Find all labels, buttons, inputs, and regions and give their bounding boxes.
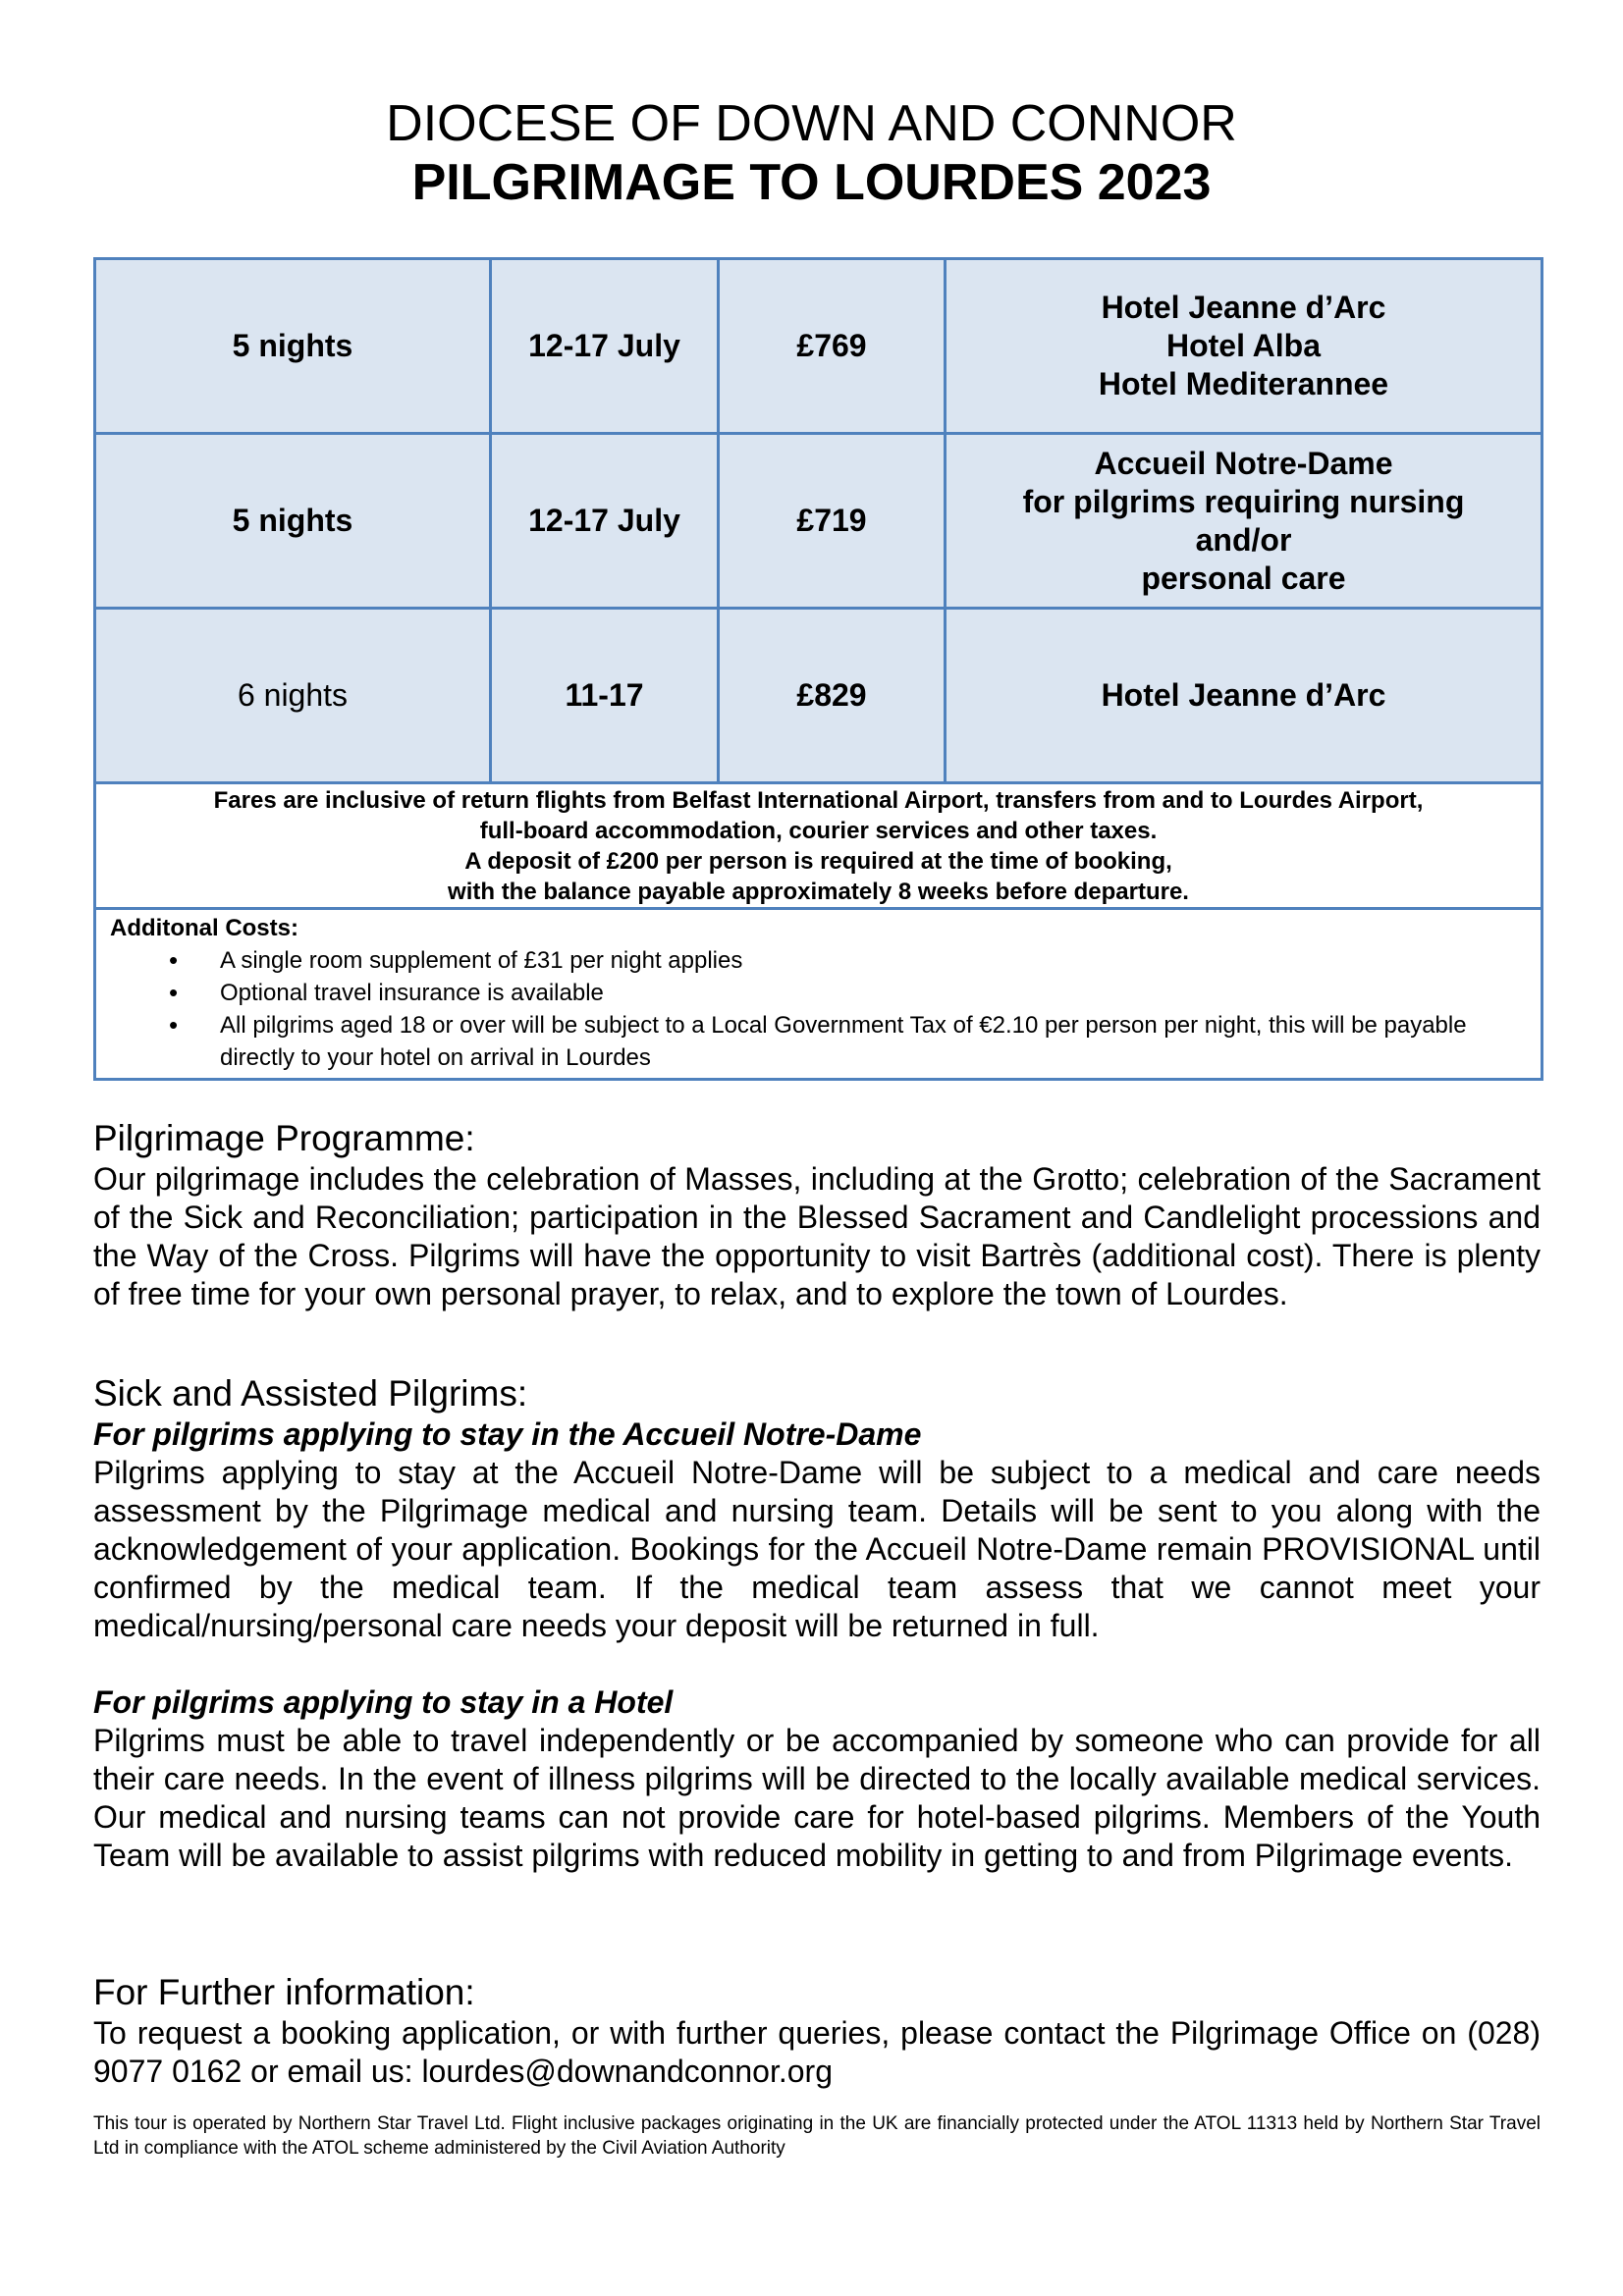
accommodation-line: for pilgrims requiring nursing <box>1022 483 1465 519</box>
accommodation-line: Hotel Jeanne d’Arc <box>1101 290 1386 325</box>
programme-section <box>93 1117 1541 1313</box>
list-item: • Optional travel insurance is available <box>220 977 1527 1009</box>
accueil-subheading: For pilgrims applying to stay in the Accueil Notre-Dame <box>93 1416 922 1452</box>
atol-footer: This tour is operated by Northern Star Travel Ltd. Flight inclusive packages originating in the UK are financially protected under the ATOL 11313 held by Northern Star Travel Ltd in compliance with the ATOL scheme administered by the Civil Aviation Authority <box>93 2113 1541 2159</box>
fares-table <box>93 257 1543 1081</box>
fares-note-line: with the balance payable approximately 8 weeks before departure. <box>448 878 1189 905</box>
programme-heading: Pilgrimage Programme: <box>93 1118 475 1158</box>
additional-costs <box>95 909 1542 1080</box>
document-title <box>0 94 1623 212</box>
hotel-text: Pilgrims must be able to travel independently or be accompanied by someone who can provide for all their care needs. In the event of illness pilgrims will be directed to the locally available medical services. Our medical and nursing teams can not provide care for hotel-based pilgrims. Members of the Youth Team will be available to assist pilgrims with reduced mobility in getting to and from Pilgrimage events. <box>93 1723 1541 1873</box>
sick-section <box>93 1372 1541 1875</box>
accommodation-line: Hotel Jeanne d’Arc <box>1101 677 1386 713</box>
additional-costs-title: Additonal Costs: <box>110 915 298 941</box>
fares-note-line: Fares are inclusive of return flights from Belfast International Airport, transfers from and to Lourdes Airport, <box>213 786 1424 814</box>
hotel-subheading: For pilgrims applying to stay in a Hotel <box>93 1684 674 1720</box>
accommodation-cell <box>946 434 1542 609</box>
accommodation-line: Hotel Mediterannee <box>1098 366 1389 401</box>
accommodation-line: Accueil Notre-Dame <box>1094 445 1393 481</box>
accommodation-cell <box>946 259 1542 434</box>
additional-costs-list <box>110 944 1527 1074</box>
pilgrimage-title: PILGRIMAGE TO LOURDES 2023 <box>411 154 1212 211</box>
sick-heading: Sick and Assisted Pilgrims: <box>93 1373 528 1414</box>
diocese-title: DIOCESE OF DOWN AND CONNOR <box>386 95 1237 152</box>
dates-cell: 11-17 <box>491 609 719 783</box>
price-cell: £769 <box>719 259 946 434</box>
accommodation-line: personal care <box>1141 560 1346 596</box>
further-text: To request a booking application, or with further queries, please contact the Pilgrimage Office on (028) 9077 0162 or email us: lourdes@downandconnor.org <box>93 2015 1541 2089</box>
fares-note <box>95 783 1542 909</box>
accommodation-line: Hotel Alba <box>1165 328 1322 363</box>
nights-cell: 6 nights <box>95 609 491 783</box>
programme-text: Our pilgrimage includes the celebration of Masses, including at the Grotto; celebration of the Sacrament of the Sick and Reconciliation; participation in the Blessed Sacrament and Candlelight processions and the Way of the Cross. Pilgrims will have the opportunity to visit Bartrès (additional cost). There is plenty of free time for your own personal prayer, to relax, and to explore the town of Lourdes. <box>93 1161 1541 1311</box>
list-item: • A single room supplement of £31 per night applies <box>220 944 1527 977</box>
price-cell: £829 <box>719 609 946 783</box>
accommodation-line: and/or <box>1195 521 1292 558</box>
dates-cell: 12-17 July <box>491 259 719 434</box>
fares-note-line: A deposit of £200 per person is required at the time of booking, <box>464 847 1172 875</box>
accueil-text: Pilgrims applying to stay at the Accueil Notre-Dame will be subject to a medical and care needs assessment by the Pilgrimage medical and nursing team. Details will be sent to you along with the acknowledgement of your application. Bookings for the Accueil Notre-Dame remain PROVISIONAL until confirmed by the medical team. If the medical team assess that we cannot meet your medical/nursing/personal care needs your deposit will be returned in full. <box>93 1455 1541 1643</box>
dates-cell: 12-17 July <box>491 434 719 609</box>
nights-cell: 5 nights <box>95 259 491 434</box>
accommodation-cell <box>946 609 1542 783</box>
additional-costs-row <box>95 909 1542 1080</box>
further-heading: For Further information: <box>93 1972 475 2012</box>
list-item: • All pilgrims aged 18 or over will be subject to a Local Government Tax of €2.10 per person per night, this will be payable directly to your hotel on arrival in Lourdes <box>220 1009 1527 1074</box>
fare-row <box>95 434 1542 609</box>
price-cell: £719 <box>719 434 946 609</box>
fare-row <box>95 259 1542 434</box>
fares-note-line: full-board accommodation, courier services and other taxes. <box>479 817 1158 844</box>
fare-row <box>95 609 1542 783</box>
further-section <box>93 1971 1541 2091</box>
nights-cell: 5 nights <box>95 434 491 609</box>
fares-note-row <box>95 783 1542 909</box>
